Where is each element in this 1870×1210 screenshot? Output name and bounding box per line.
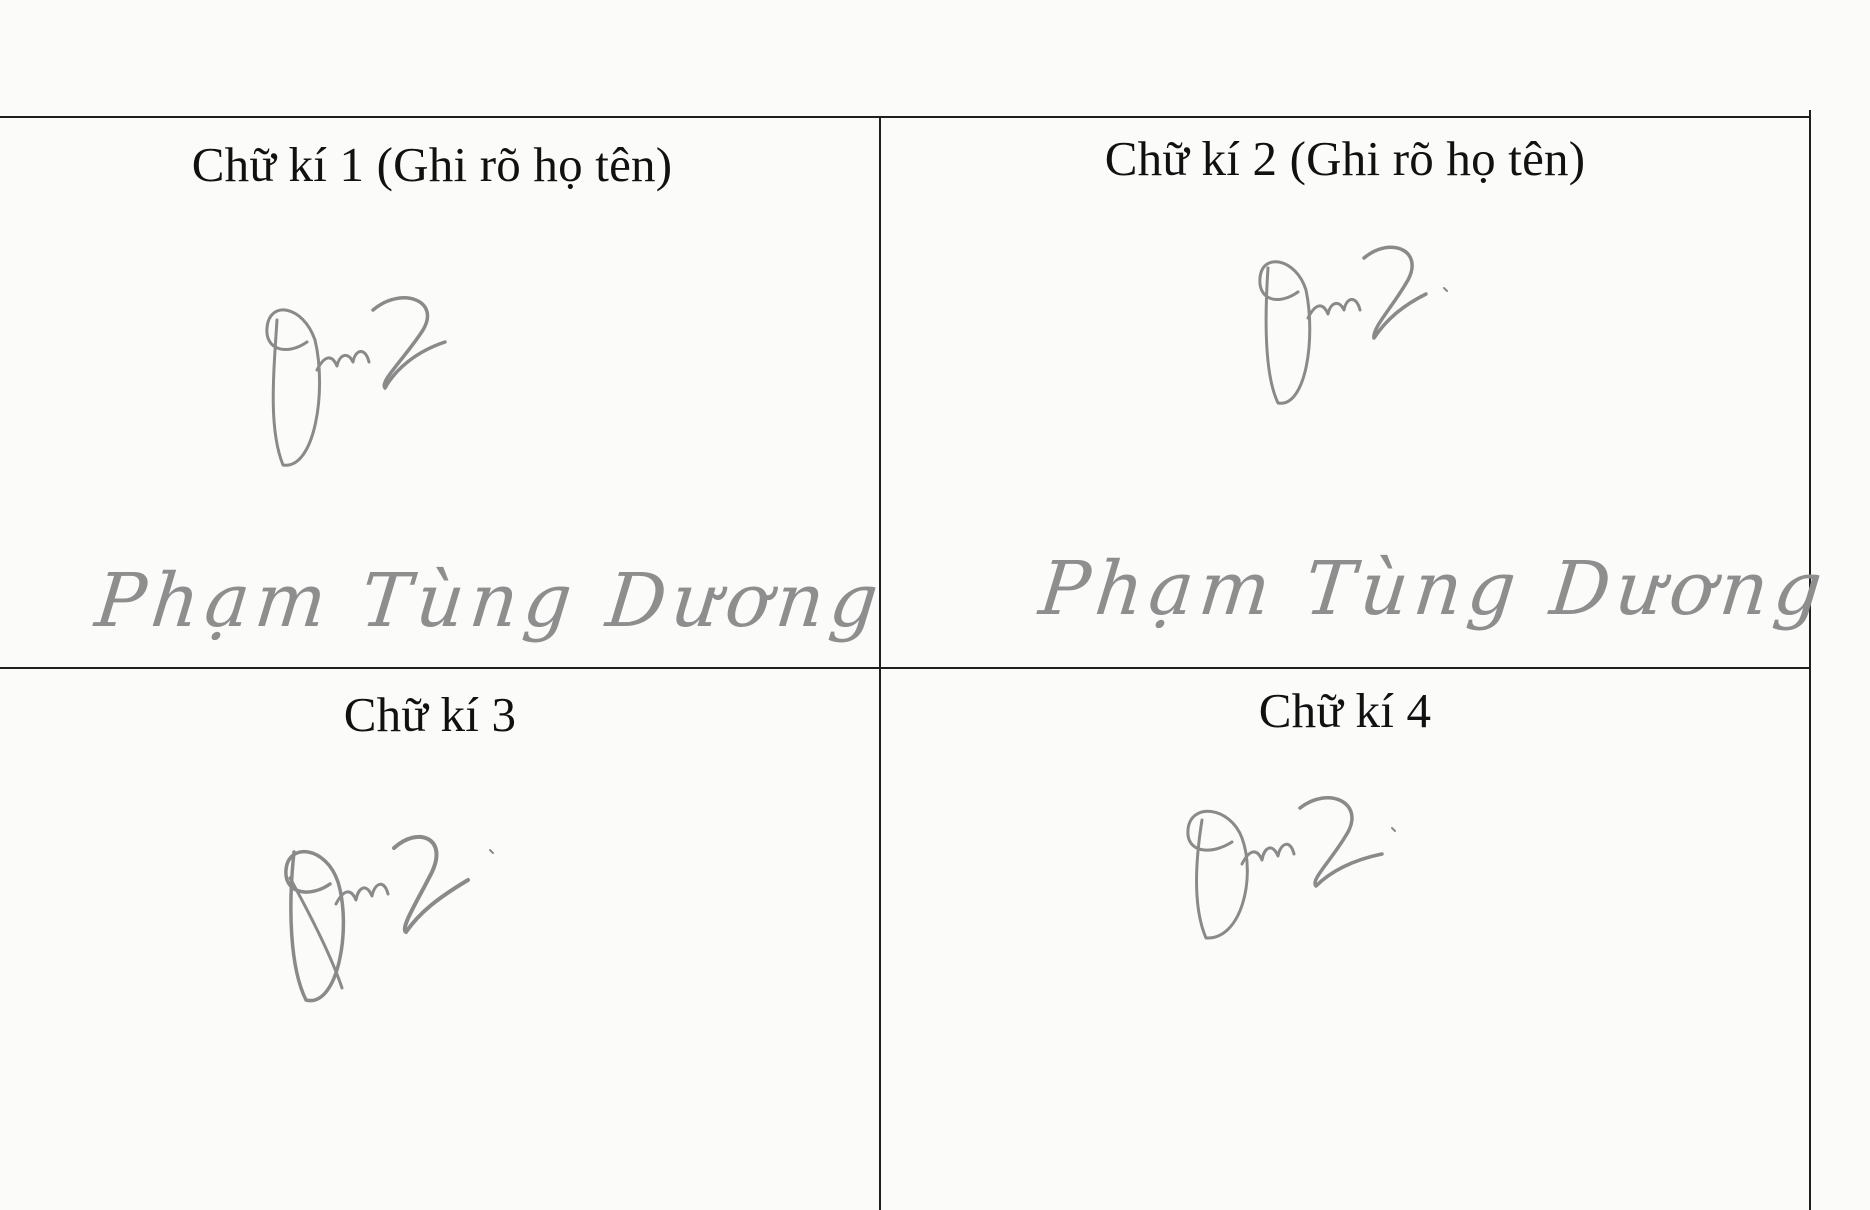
signature-1 bbox=[255, 270, 475, 480]
table-top-border bbox=[0, 116, 1810, 118]
table-middle-border bbox=[0, 667, 1810, 669]
cell-1-handwritten-name: Phạm Tùng Dương bbox=[91, 558, 888, 644]
cell-3-title: Chữ kí 3 bbox=[343, 687, 517, 742]
cell-2-title: Chữ kí 2 (Ghi rõ họ tên) bbox=[1104, 131, 1586, 186]
signature-4 bbox=[1172, 780, 1402, 950]
signature-3 bbox=[272, 808, 502, 1018]
table-center-divider bbox=[879, 116, 881, 1210]
cell-4-title: Chữ kí 4 bbox=[1258, 683, 1432, 738]
table-right-border bbox=[1809, 110, 1811, 1210]
cell-1-title: Chữ kí 1 (Ghi rõ họ tên) bbox=[191, 137, 673, 192]
cell-2-handwritten-name: Phạm Tùng Dương bbox=[1035, 546, 1832, 632]
signature-2 bbox=[1248, 228, 1448, 418]
